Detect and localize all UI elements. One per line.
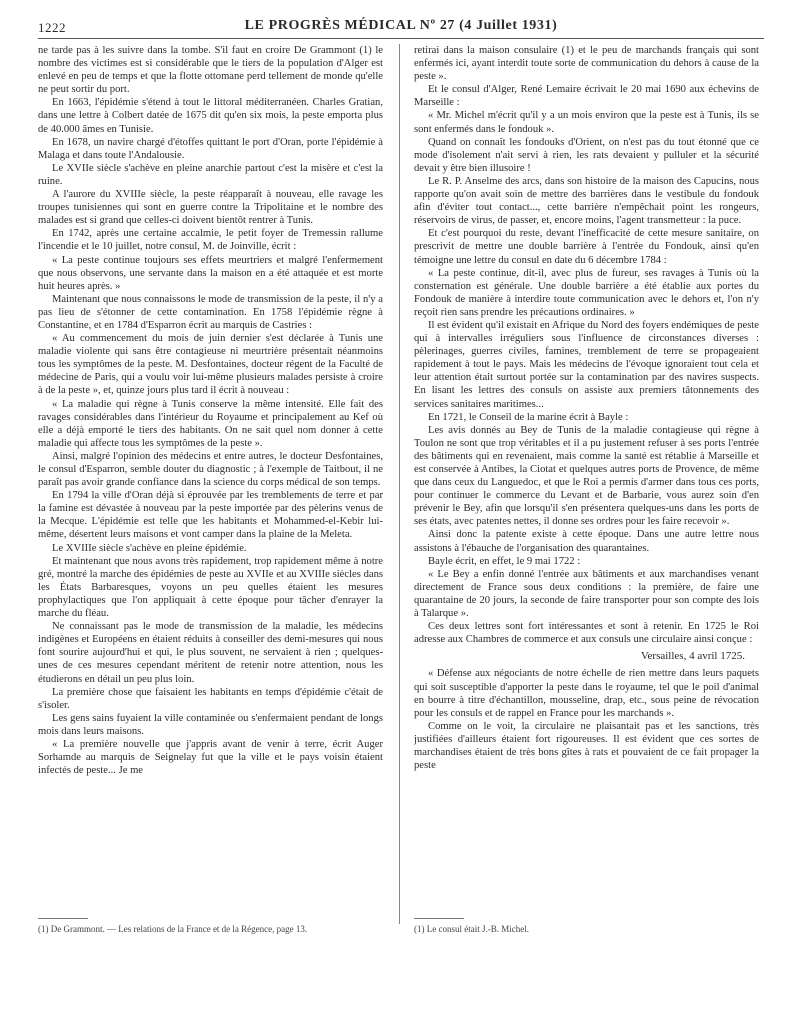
paragraph: « Mr. Michel m'écrit qu'il y a un mois environ que la peste est à Tunis, ils se sont enfermés dans le fondouk ». [414, 110, 759, 135]
paragraph: Comme on le voit, la circulaire ne plaisantait pas et les sanctions, très justifiées d'ailleurs étaient fort rigoureuses. Il est évident que ces sortes de marchandises étaient de très bons gîtes à rats et pouvaient de ce fait propager la peste [414, 720, 759, 772]
paragraph: Maintenant que nous connaissons le mode de transmission de la peste, il n'y a pas lieu de s'étonner de cette contamination. En 1758 l'épidémie règne à Constantine, et en 1784 d'Esparron écrit au marquis de Castries : [38, 293, 383, 331]
paragraph: retirai dans la maison consulaire (1) et le peu de marchands français qui sont enfermés ici, ayant interdit toute sorte de communication du dehors à cause de la peste ». [414, 45, 759, 83]
paragraph: Et c'est pourquoi du reste, devant l'inefficacité de cette mesure sanitaire, on prescrivit de mettre une double barrière à l'entrée du Fondouk, ainsi qu'en témoigne une lettre du consul en date du 6 décembre 1784 : [414, 228, 759, 266]
paragraph: La première chose que faisaient les habitants en temps d'épidémie c'était de s'isoler. [38, 686, 383, 711]
page-number: 1222 [38, 20, 66, 35]
footnote: (1) De Grammont. — Les relations de la France et de la Régence, page 13. [38, 924, 308, 934]
paragraph: « La peste continue, dit-il, avec plus de fureur, ses ravages à Tunis où la consternation est générale. Une double barrière a été établie aux portes du Fondouk de manière à interdire toute communication avec le dehors et, l'on n'y reçoit rien sans prendre les précautions ordinaires. » [414, 267, 759, 318]
issue-info: Nº 27 (4 Juillet 1931) [419, 18, 558, 33]
paragraph: En 1794 la ville d'Oran déjà si éprouvée par les tremblements de terre et par la famine est dévastée à nouveau par la peste importée par des pèlerins venus de la Mecque. L'épidémie est telle que les habitants et Mohammed-el-Kebir lui-même, désertent leurs maisons et vont camper dans la plaine de la Meleta. [38, 490, 383, 541]
journal-name: LE PROGRÈS MÉDICAL [244, 18, 416, 33]
paragraph: Et maintenant que nous avons très rapidement, trop rapidement même à notre gré, montré la marche des épidémies de peste au XVIIe et au XVIIIe siècles dans les États Barbaresques, voyons un peu quelles étaient les mesures prophylactiques que l'on appliquait à cette époque pour tâcher d'enrayer la marche du fléau. [38, 555, 383, 620]
footnote-rule [38, 918, 88, 919]
paragraph: En 1663, l'épidémie s'étend à tout le littoral méditerranéen. Charles Gratian, dans une lettre à Colbert datée de 1675 dit qu'en six mois, la peste emporta plus de 40.000 âmes en Tunisie. [38, 97, 383, 135]
paragraph: « Au commencement du mois de juin dernier s'est déclarée à Tunis une maladie violente qui sans être contagieuse ni meurtrière présentait néanmoins tous les symptômes de la peste. M. Desfontaines, docteur régent de la Faculté de médecine de Paris, qui a voulu voir lui-même plusieurs malades persiste à croire à de la peste », et, quinze jours plus tard il écrit à nouveau : [38, 333, 383, 397]
page-header [38, 14, 764, 36]
dateline: Versailles, 4 avril 1725. [640, 650, 745, 663]
paragraph: « La première nouvelle que j'appris avant de venir à terre, écrit Auger Sorhamde au marquis de Seignelay fut que la ville et le pays voisin étaient infectés de peste... Je me [38, 738, 383, 777]
paragraph: Le XVIIe siècle s'achève en pleine anarchie partout c'est la misère et c'est la ruine. [38, 162, 383, 187]
paragraph: Le XVIIIe siècle s'achève en pleine épidémie. [52, 542, 247, 554]
paragraph: Ainsi, malgré l'opinion des médecins et entre autres, le docteur Desfontaines, le consul d'Esparron, semble douter du diagnostic ; à l'exemple de Taitbout, il ne paraît pas avoir grande confiance dans la science du corps médical de son temps. [38, 450, 383, 489]
paragraph: Le R. P. Anselme des arcs, dans son histoire de la maison des Capucins, nous rapporte qu'on avait soin de mettre des barrières dans le vestibule du fondouk afin d'éviter tout contact..., cette barrière n'empêchait point les rongeurs, réservoirs de virus, de passer, et, encore moins, l'agent transmetteur : la puce. [414, 175, 759, 227]
paragraph: Bayle écrit, en effet, le 9 mai 1722 : [428, 555, 581, 567]
paragraph: Et le consul d'Alger, René Lemaire écrivait le 20 mai 1690 aux échevins de Marseille : [414, 84, 759, 109]
paragraph: « La peste continue toujours ses effets meurtriers et malgré l'enfermement que nous observons, une servante dans la maison en a été attaquée et est morte huit heures après. » [38, 254, 383, 292]
paragraph: Ne connaissant pas le mode de transmission de la maladie, les médecins indigènes et Européens en étaient réduits à conseiller des demi-mesures qui nous font sourire aujourd'hui et qui, le plus souvent, ne servaient à rien ; quelques-unes de ces mesures cependant méritent de retenir notre attention, nous les étudierons en détail un peu plus loin. [38, 621, 383, 685]
paragraph: « Défense aux négociants de notre échelle de rien mettre dans leurs paquets qui soit susceptible d'apporter la peste dans le royaume, tel que le poil d'animal en bourre à titre d'échantillon, mousseline, drap, etc., sous peine de révocation pour les consuls et de rappel en France pour les marchands ». [414, 668, 759, 719]
paragraph: ne tarde pas à les suivre dans la tombe. S'il faut en croire De Grammont (1) le nombre des victimes est si considérable que le tiers de la population d'Alger est enlevé en peu de temps et que la flotte ottomane perd tellement de monde qu'elle ne peut sortir du port. [38, 45, 383, 96]
paragraph: « Le Bey a enfin donné l'entrée aux bâtiments et aux marchandises venant directement de France sous deux conditions : la première, de faire une quarantaine de 20 jours, la seconde de faire transporter pour son compte des lois à Talarque ». [414, 568, 759, 620]
paragraph: En 1742, après une certaine accalmie, le petit foyer de Tremessin rallume l'incendie et le 10 juillet, notre consul, M. de Joinville, écrit : [38, 228, 383, 253]
running-title [38, 18, 764, 34]
column-divider [399, 44, 400, 924]
paragraph: Les avis donnés au Bey de Tunis de la maladie contagieuse qui règne à Toulon ne sont que trop véritables et il a pu justement refuser à ses ports l'entrée des bâtiments qui en revenaient, mais comme la santé est rétablie à Marseille et est conservée à Antibes, la Ciotat et quelques autres ports de Provence, de même que dans ceux du Languedoc, et que le Roi a permis d'armer dans tous ces ports, pour continuer le commerce du Levant et de Barbarie, vous aurez soin d'en prévenir le Bey, afin que lorsqu'il s'en présentera quelques-uns dans les ports de ses états, avec patentes nettes, il donne ses ordres pour les faire recevoir ». [414, 424, 759, 528]
paragraph: Quand on connaît les fondouks d'Orient, on n'est pas du tout étonné que ce mode d'isolement n'ait servi à rien, les rats devaient y pulluler et la sécurité devait y être bien illusoire ! [414, 136, 759, 174]
right-column [414, 44, 759, 902]
footnote: (1) Le consul était J.-B. Michel. [414, 924, 529, 934]
header-rule [38, 38, 764, 39]
paragraph: Les gens sains fuyaient la ville contaminée ou s'enfermaient pendant de longs mois dans leurs maisons. [38, 712, 383, 737]
paragraph: Il est évident qu'il existait en Afrique du Nord des foyers endémiques de peste qui à intervalles irréguliers sous l'influence de circonstances diverses : pèlerinages, guerres civiles, famines, tremblement de terre se propageaient rapidement à tout le pays. Mais les médecins de l'évoque ignoraient tout cela et leur attention était surtout portée sur la contamination par des navires suspects. En lisant les lettres des consuls on assiste aux premiers tâtonnements des services sanitaires maritimes... [414, 319, 759, 410]
footnote-rule [414, 918, 464, 919]
paragraph: En 1721, le Conseil de la marine écrit à Bayle : [428, 411, 629, 423]
paragraph: Ainsi donc la patente existe à cette époque. Dans une autre lettre nous assistons à l'ébauche de l'organisation des quarantaines. [414, 529, 759, 554]
paragraph: « La maladie qui règne à Tunis conserve la même intensité. Elle fait des ravages considérables dans l'intérieur du Royaume et principalement au Kef où elle a déjà emporté le tiers des habitants. On ne sait quel nom donner à cette maladie qui affecte tous les symptômes de la peste ». [38, 398, 383, 449]
paragraph: Ces deux lettres sont fort intéressantes et sont à retenir. En 1725 le Roi adresse aux Chambres de commerce et aux consuls une circulaire ainsi conçue : [414, 621, 759, 646]
paragraph: A l'aurore du XVIIIe siècle, la peste réapparaît à nouveau, elle ravage les troupes tunisiennes qui sont en guerre contre la Tripolitaine et le nombre des malades est si grand que celles-ci doivent bientôt rentrer à Tunis. [38, 189, 383, 227]
left-column [38, 44, 383, 902]
paragraph: En 1678, un navire chargé d'étoffes quittant le port d'Oran, porte l'épidémie à Malaga et dans toute l'Andalousie. [38, 136, 383, 161]
